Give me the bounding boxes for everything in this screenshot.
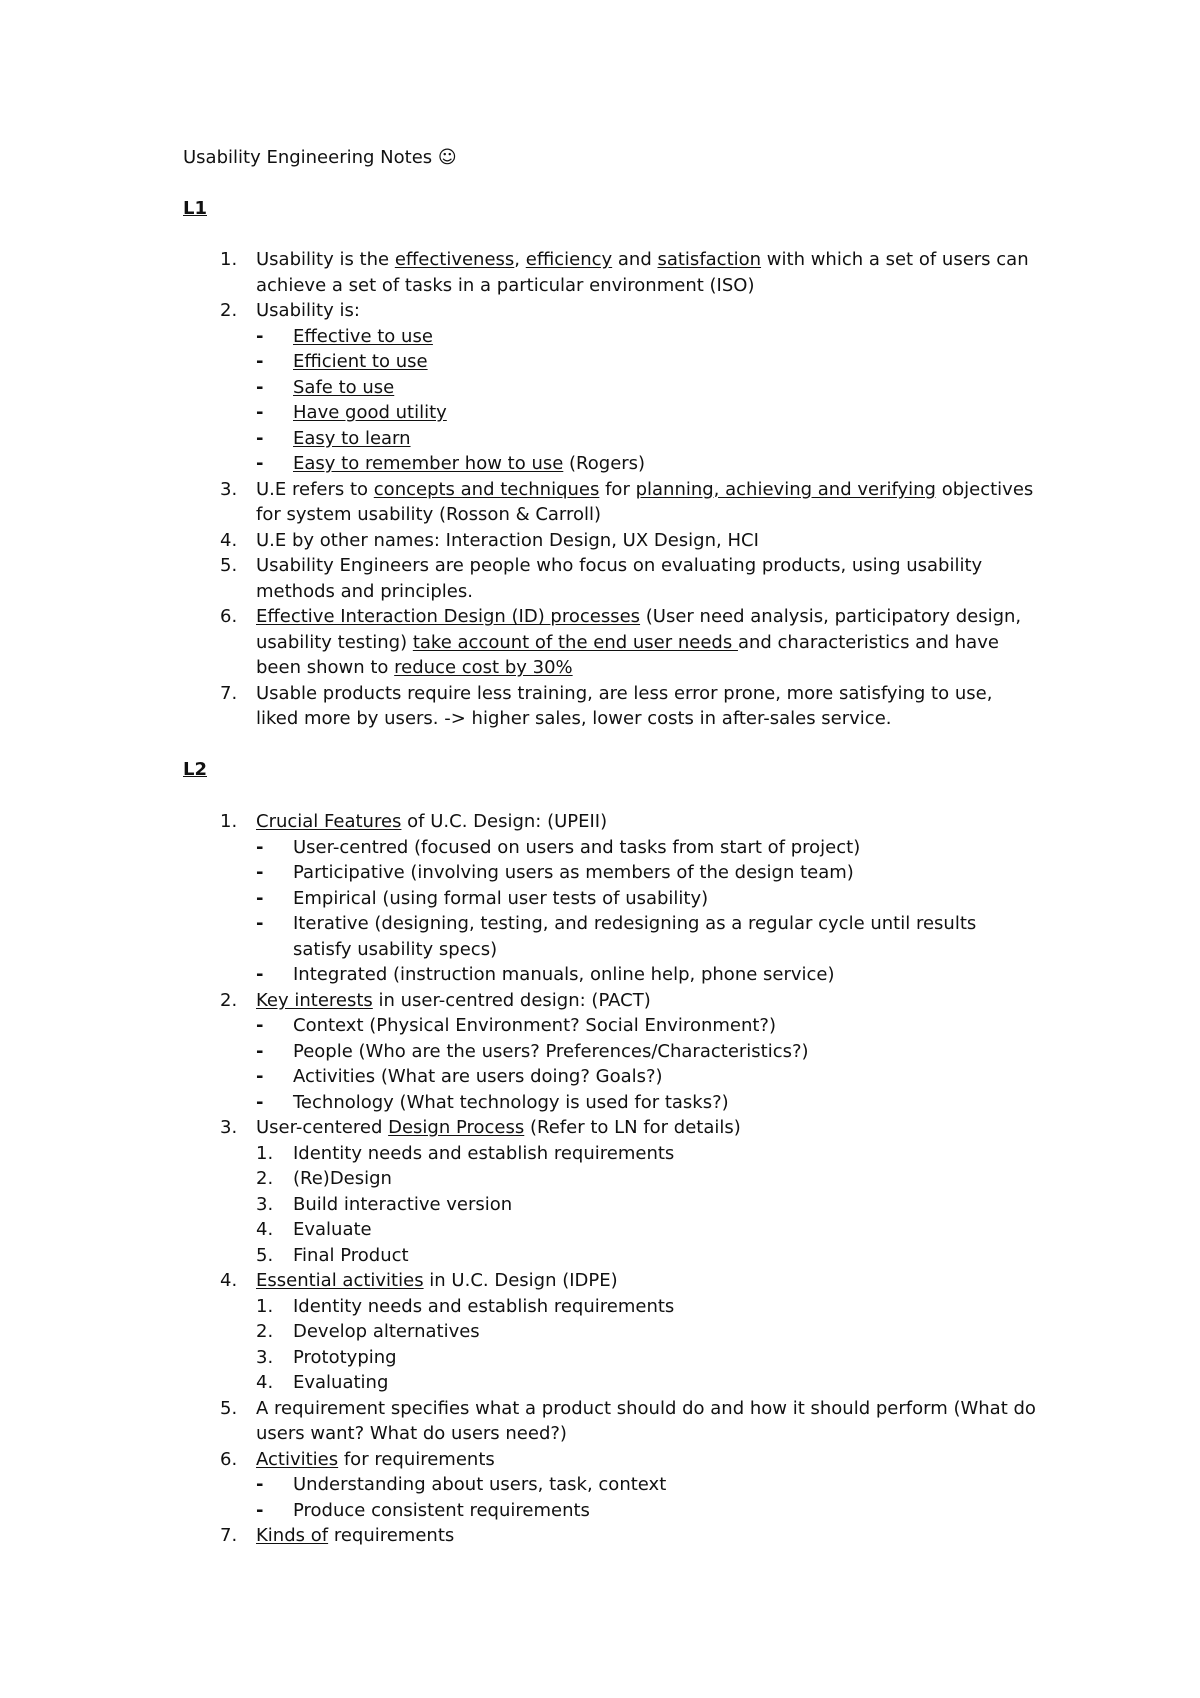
sublist-item-text [293, 1321, 480, 1342]
bullet-sublist [256, 1013, 1040, 1115]
list-item-text [256, 988, 1040, 1014]
list-number: 5. [220, 555, 238, 576]
underlined-text: Kinds of [256, 1525, 329, 1546]
sublist-item-text [293, 1194, 512, 1215]
underlined-text: effectiveness [394, 249, 515, 270]
text-run: Context (Physical Environment? Social Environment?) [293, 1015, 777, 1036]
underlined-text: planning, achieving and verifying [635, 478, 936, 500]
list-item [220, 1396, 1040, 1447]
text-run: Evaluate [293, 1219, 372, 1240]
text-run: People (Who are the users? Preferences/Characteristics?) [293, 1040, 809, 1062]
sublist-item-text [293, 837, 860, 858]
sublist-item-text [293, 1168, 392, 1189]
underlined-text: Have good utility [293, 402, 447, 423]
list-item [220, 528, 1040, 554]
sublist-item [256, 1217, 1040, 1243]
text-run: for [599, 478, 636, 500]
list-item [220, 809, 1040, 988]
text-run: Usability Engineers are people who focus on evaluating products, using usability methods and principles. [256, 555, 983, 602]
list-item [220, 553, 1040, 604]
dash-bullet: - [256, 1091, 264, 1113]
dash-bullet: - [256, 1474, 264, 1495]
sublist-number: 5. [256, 1244, 274, 1266]
list-item [220, 477, 1040, 528]
sublist-item [256, 375, 1040, 401]
list-number: 2. [220, 300, 238, 321]
text-run: Identity needs and establish requirements [293, 1295, 675, 1317]
text-run: Technology (What technology is used for tasks?) [293, 1091, 729, 1113]
sublist-item-text [293, 326, 433, 347]
list-item-text [256, 247, 1040, 298]
dash-bullet: - [256, 1015, 264, 1036]
dash-bullet: - [256, 376, 264, 398]
list-number: 3. [220, 1117, 238, 1138]
text-run: Integrated (instruction manuals, online help, phone service) [293, 964, 835, 985]
text-run: Prototyping [293, 1346, 397, 1368]
text-run: Activities (What are users doing? Goals?) [293, 1066, 663, 1087]
sublist-item-text [293, 453, 645, 474]
underlined-text: concepts and techniques [373, 478, 600, 500]
sublist-item-text [293, 1347, 397, 1368]
bullet-sublist [256, 1472, 1040, 1523]
sublist-item-text [293, 402, 447, 423]
list-item-text [256, 553, 1040, 604]
list-item-text [256, 1523, 1040, 1549]
sublist-item [256, 1192, 1040, 1218]
sublist-item-text [293, 351, 428, 372]
text-run: Usability is: [256, 300, 360, 321]
dash-bullet: - [256, 836, 264, 858]
sublist-item-text [293, 1219, 372, 1240]
sublist-number: 1. [256, 1142, 274, 1164]
text-run: , [514, 249, 526, 270]
sublist-item-text [293, 1143, 674, 1164]
list-number: 4. [220, 1270, 238, 1291]
text-run: (Refer to LN for details) [524, 1117, 741, 1138]
underlined-text: Easy to learn [293, 427, 411, 449]
text-run: U.E by other names: Interaction Design, UX Design, HCI [256, 529, 759, 551]
dash-bullet: - [256, 1499, 264, 1521]
list-item-text [256, 1396, 1040, 1447]
sublist-number: 2. [256, 1168, 274, 1189]
list-number: 7. [220, 682, 238, 704]
underlined-text: satisfaction [657, 249, 762, 270]
sublist-item [256, 860, 1040, 886]
underlined-text: Essential activities [256, 1270, 424, 1291]
sublist-item [256, 1166, 1040, 1192]
list-number: 6. [220, 1448, 238, 1470]
sublist-item-text [293, 1092, 729, 1113]
text-run: and characteristics and have been shown to [256, 631, 999, 678]
sublist-item [256, 1294, 1040, 1320]
list-item [220, 1447, 1040, 1524]
sublist-item-text [293, 1296, 674, 1317]
list-item [220, 604, 1040, 681]
text-run: objectives for system usability (Rosson & Carroll) [256, 478, 1034, 525]
list-item-text [256, 298, 1040, 324]
text-run: Produce consistent requirements [293, 1499, 590, 1521]
text-run: Develop alternatives [293, 1321, 480, 1342]
list-number: 2. [220, 989, 238, 1011]
list-item [220, 681, 1040, 732]
list-item-text [256, 604, 1040, 681]
list-item [220, 1268, 1040, 1396]
sublist-item-text [293, 1245, 409, 1266]
sublist-number: 2. [256, 1321, 274, 1342]
list-number: 3. [220, 478, 238, 500]
section-heading-l2: L2 [183, 759, 207, 780]
list-item [220, 1115, 1040, 1268]
sublist-item [256, 400, 1040, 426]
sublist-item [256, 1243, 1040, 1269]
list-item-text [256, 1115, 1040, 1141]
numbered-sublist [256, 1294, 1040, 1396]
list-item-text [256, 477, 1040, 528]
sublist-item-text [293, 1041, 809, 1062]
underlined-text: Easy to remember how to use [293, 453, 564, 474]
sublist-item [256, 349, 1040, 375]
underlined-text: Key interests [256, 989, 373, 1011]
underlined-text: Effective Interaction Design (ID) processes [256, 606, 641, 627]
sublist-item [256, 426, 1040, 452]
text-run: User-centered [256, 1117, 389, 1138]
dash-bullet: - [256, 351, 264, 372]
text-run: and [612, 249, 658, 270]
dash-bullet: - [256, 427, 264, 449]
sublist-item [256, 1039, 1040, 1065]
text-run: in user-centred design: (PACT) [372, 989, 651, 1011]
underlined-text: Activities [256, 1448, 339, 1470]
text-run: Final Product [293, 1244, 409, 1266]
list-number: 7. [220, 1525, 238, 1546]
sublist-item-text [293, 1500, 590, 1521]
sublist-item [256, 1090, 1040, 1116]
section-heading-l1: L1 [183, 198, 207, 219]
text-run: in U.C. Design (IDPE) [423, 1270, 618, 1291]
text-run: Usability is the [256, 249, 395, 270]
text-run: Build interactive version [293, 1193, 513, 1215]
text-run: (Re)Design [293, 1168, 392, 1189]
dash-bullet: - [256, 913, 264, 934]
text-run: Usable products require less training, are less error prone, more satisfying to use, liked more by users. -> higher sales, lower costs in after-sales service. [256, 682, 993, 729]
list-number: 6. [220, 606, 238, 627]
sublist-item [256, 835, 1040, 861]
list-number: 5. [220, 1397, 238, 1419]
sublist-item [256, 1498, 1040, 1524]
sublist-item-text [293, 913, 976, 960]
sublist-number: 1. [256, 1295, 274, 1317]
text-run: (User need analysis, participatory design, usability testing) [256, 606, 1022, 653]
list-l2 [220, 809, 1040, 1549]
text-run: Evaluating [293, 1372, 389, 1393]
sublist-item-text [293, 862, 854, 883]
sublist-item-text [293, 1066, 663, 1087]
dash-bullet: - [256, 453, 264, 474]
underlined-text: Efficient to use [293, 351, 428, 372]
underlined-text: take account of the end user needs [412, 631, 738, 653]
list-item-text [256, 681, 1040, 732]
sublist-item [256, 1141, 1040, 1167]
text-run: (Rogers) [563, 453, 646, 474]
underlined-text: Crucial Features [256, 811, 402, 832]
sublist-number: 3. [256, 1193, 274, 1215]
underlined-text: reduce cost by 30% [394, 657, 573, 678]
sublist-item [256, 1319, 1040, 1345]
list-item [220, 298, 1040, 477]
sublist-item [256, 886, 1040, 912]
dash-bullet: - [256, 964, 264, 985]
text-run: Understanding about users, task, context [293, 1474, 667, 1495]
list-item-text [256, 528, 1040, 554]
list-l1 [220, 247, 1040, 732]
sublist-item-text [293, 1474, 666, 1495]
sublist-item [256, 1370, 1040, 1396]
dash-bullet: - [256, 1040, 264, 1062]
list-number: 1. [220, 249, 238, 270]
list-item-text [256, 809, 1040, 835]
dash-bullet: - [256, 402, 264, 423]
sublist-item [256, 1013, 1040, 1039]
document-title: Usability Engineering Notes ☺ [183, 147, 457, 168]
sublist-item [256, 1345, 1040, 1371]
bullet-sublist [256, 324, 1040, 477]
sublist-number: 3. [256, 1346, 274, 1368]
dash-bullet: - [256, 862, 264, 883]
text-run: U.E refers to [256, 478, 374, 500]
sublist-item [256, 911, 1040, 962]
text-run: Identity needs and establish requirements [293, 1142, 675, 1164]
underlined-text: Effective to use [293, 325, 433, 347]
sublist-number: 4. [256, 1372, 274, 1393]
text-run: Participative (involving users as members of the design team) [293, 862, 854, 883]
text-run: Iterative (designing, testing, and redesigning as a regular cycle until results satisfy usability specs) [293, 913, 977, 960]
numbered-sublist [256, 1141, 1040, 1269]
list-number: 1. [220, 811, 238, 832]
list-item [220, 247, 1040, 298]
sublist-item-text [293, 1372, 388, 1393]
underlined-text: Design Process [388, 1117, 525, 1138]
text-run: for requirements [338, 1448, 495, 1470]
text-run: User-centred (focused on users and tasks from start of project) [293, 836, 861, 858]
text-run: Empirical (using formal user tests of usability) [293, 887, 709, 909]
underlined-text: efficiency [525, 249, 613, 270]
sublist-number: 4. [256, 1219, 274, 1240]
list-item [220, 988, 1040, 1116]
sublist-item-text [293, 964, 835, 985]
dash-bullet: - [256, 1066, 264, 1087]
text-run: of U.C. Design: (UPEII) [401, 811, 608, 832]
sublist-item [256, 451, 1040, 477]
sublist-item-text [293, 1015, 776, 1036]
sublist-item [256, 1064, 1040, 1090]
text-run: requirements [328, 1525, 455, 1546]
sublist-item [256, 1472, 1040, 1498]
sublist-item-text [293, 377, 394, 398]
sublist-item [256, 324, 1040, 350]
text-run: with which a set of users can achieve a set of tasks in a particular environment (ISO) [256, 249, 1029, 296]
dash-bullet: - [256, 325, 264, 347]
underlined-text: Safe to use [293, 376, 395, 398]
list-number: 4. [220, 529, 238, 551]
sublist-item-text [293, 428, 411, 449]
text-run: A requirement specifies what a product should do and how it should perform (What do users want? What do users need?) [256, 1397, 1036, 1444]
sublist-item [256, 962, 1040, 988]
dash-bullet: - [256, 887, 264, 909]
list-item-text [256, 1268, 1040, 1294]
bullet-sublist [256, 835, 1040, 988]
list-item-text [256, 1447, 1040, 1473]
list-item [220, 1523, 1040, 1549]
sublist-item-text [293, 888, 708, 909]
